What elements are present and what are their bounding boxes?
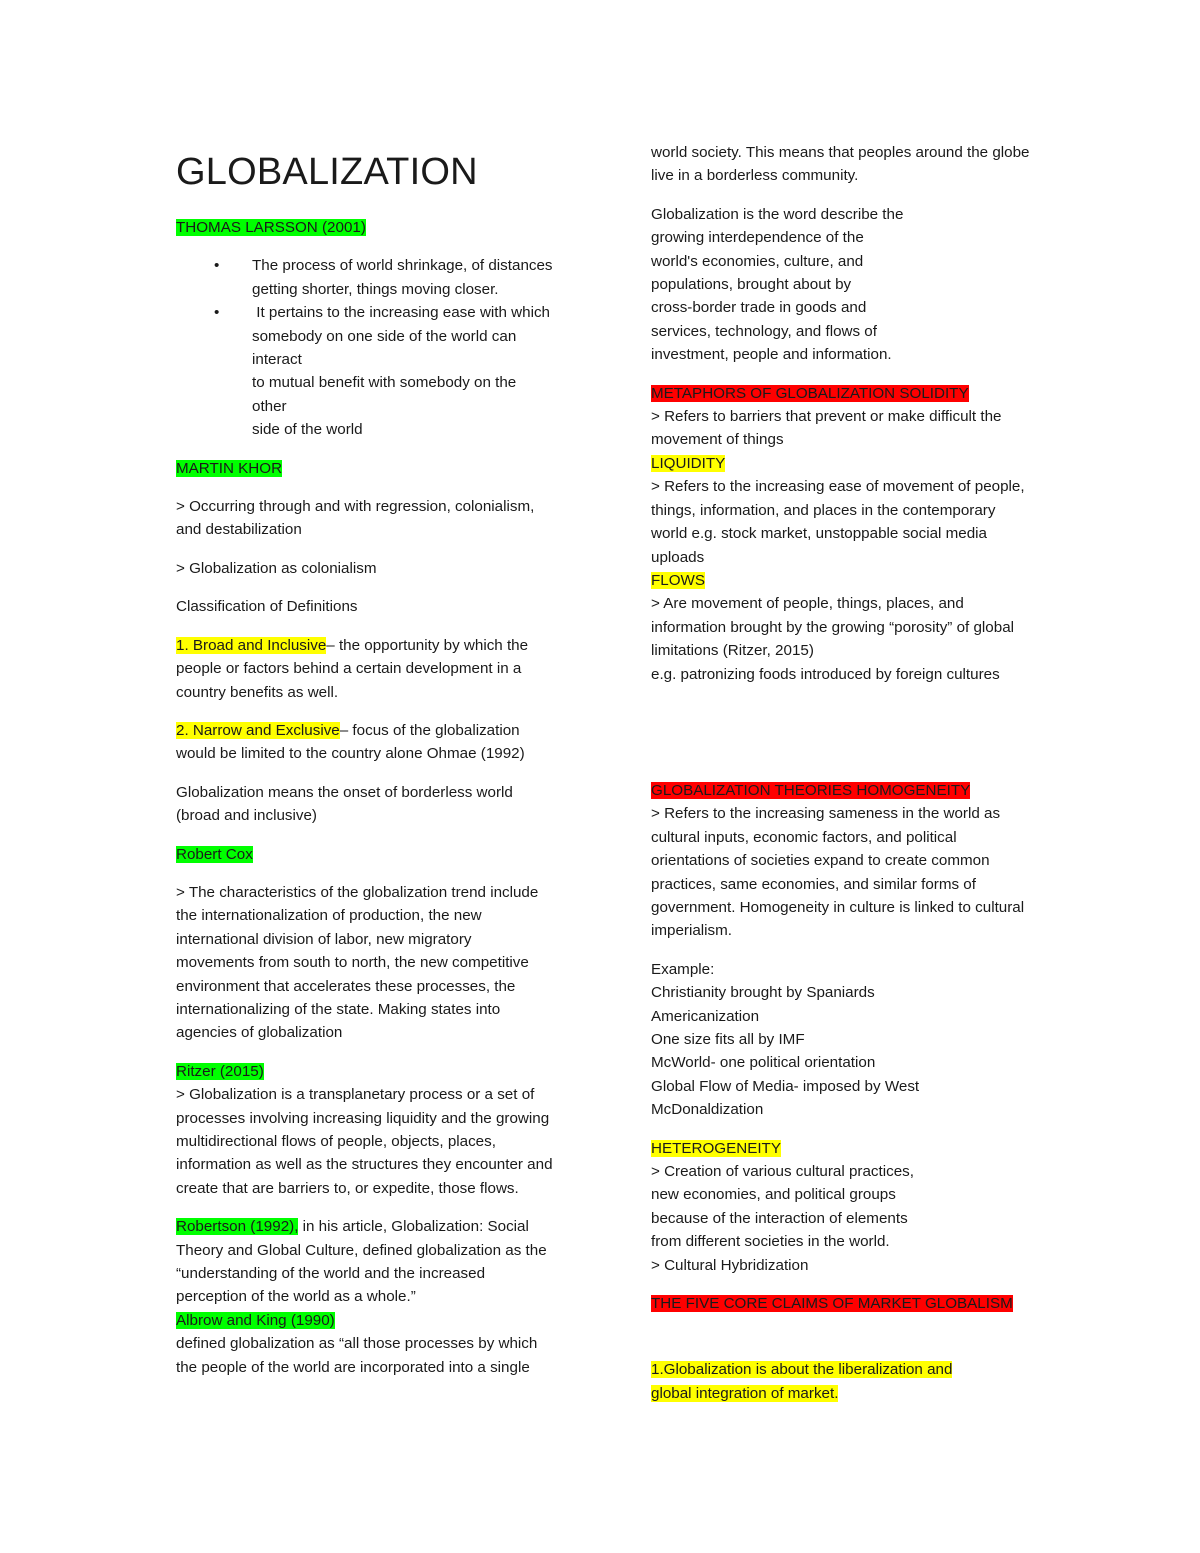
cox-paragraph: > The characteristics of the globalization trend include the internationalization of production, the new international division of labor, new migratory movements from south to north, the new competitive environment that accelerates these processes, the internationalizing of the state. Making states into agencies of globalization xyxy=(176,883,539,1042)
larsson-bullet-list xyxy=(176,254,596,441)
examples-list: Example: Christianity brought by Spaniards Americanization One size fits all by IMF McWorld- one political orientation Global Flow of Media- imposed by West McDonaldization xyxy=(651,960,920,1119)
narrow-exclusive-paragraph: 2. Narrow and Exclusive– focus of the globalization would be limited to the country alone Ohmae (1992) xyxy=(176,721,525,763)
cox-heading: Robert Cox xyxy=(176,845,253,863)
heterogeneity-section: HETEROGENEITY > Creation of various cultural practices, new economies, and political groups because of the interaction of elements from different societies in the world. > Cultural Hybridization xyxy=(651,1139,914,1274)
continuation-paragraph: world society. This means that peoples around the globe live in a borderless community. xyxy=(651,144,1030,185)
theories-section: GLOBALIZATION THEORIES HOMOGENEITY > Refers to the increasing sameness in the world as cultural inputs, economic factors, and political orientations of societies expand to create common practices, same economies, and similar forms of government. Homogeneity in culture is linked to cultural imperialism. xyxy=(651,781,1025,940)
definition-paragraph: Globalization is the word describe the growing interdependence of the world's economies, culture, and populations, brought about by cross-border trade in goods and services, technology, and flows of investment, people and information. xyxy=(651,205,904,364)
broad-inclusive-paragraph: 1. Broad and Inclusive– the opportunity by which the people or factors behind a certain development in a country benefits as well. xyxy=(176,636,529,701)
khor-heading: MARTIN KHOR xyxy=(176,459,283,477)
right-column xyxy=(651,141,1071,1405)
classification-heading: Classification of Definitions xyxy=(176,598,358,616)
market-globalism-heading: THE FIVE CORE CLAIMS OF MARKET GLOBALISM xyxy=(651,1295,1013,1313)
list-item: • The process of world shrinkage, of distances getting shorter, things moving closer. xyxy=(252,254,596,301)
list-item: • It pertains to the increasing ease with which somebody on one side of the world can interact to mutual benefit with somebody on the other side of the world xyxy=(252,301,596,441)
larsson-heading: THOMAS LARSSON (2001) xyxy=(176,219,366,236)
ritzer-paragraph: Ritzer (2015) > Globalization is a transplanetary process or a set of processes involving increasing liquidity and the growing multidirectional flows of people, objects, places, information as well as the structures they encounter and create that are barriers to, or expedite, those flows. xyxy=(176,1062,553,1197)
khor-paragraph-1: > Occurring through and with regression, colonialism, and destabilization xyxy=(176,498,535,539)
borderless-world-paragraph: Globalization means the onset of borderless world (broad and inclusive) xyxy=(176,783,513,825)
page-title: GLOBALIZATION xyxy=(176,151,478,193)
khor-paragraph-2: > Globalization as colonialism xyxy=(176,559,377,577)
metaphors-section: METAPHORS OF GLOBALIZATION SOLIDITY > Refers to barriers that prevent or make difficult the movement of things LIQUIDITY > Refers to the increasing ease of movement of people, things, information, and places in the contemporary world e.g. stock market, unstoppable social media uploads FLOWS > Are movement of people, things, places, and information brought by the growing “porosity” of global limitations (Ritzer, 2015) e.g. patronizing foods introduced by foreign cultures xyxy=(651,384,1025,683)
left-column xyxy=(176,148,596,1379)
claim-1-paragraph: 1.Globalization is about the liberalization and global integration of market. xyxy=(651,1361,953,1402)
robertson-albrow-paragraph: Robertson (1992), in his article, Globalization: Social Theory and Global Culture, defined globalization as the “understanding of the world and the increased perception of the world as a whole.” Albrow and King (1990) defined globalization as “all those processes by which the people of the world are incorporated into a single xyxy=(176,1218,547,1376)
